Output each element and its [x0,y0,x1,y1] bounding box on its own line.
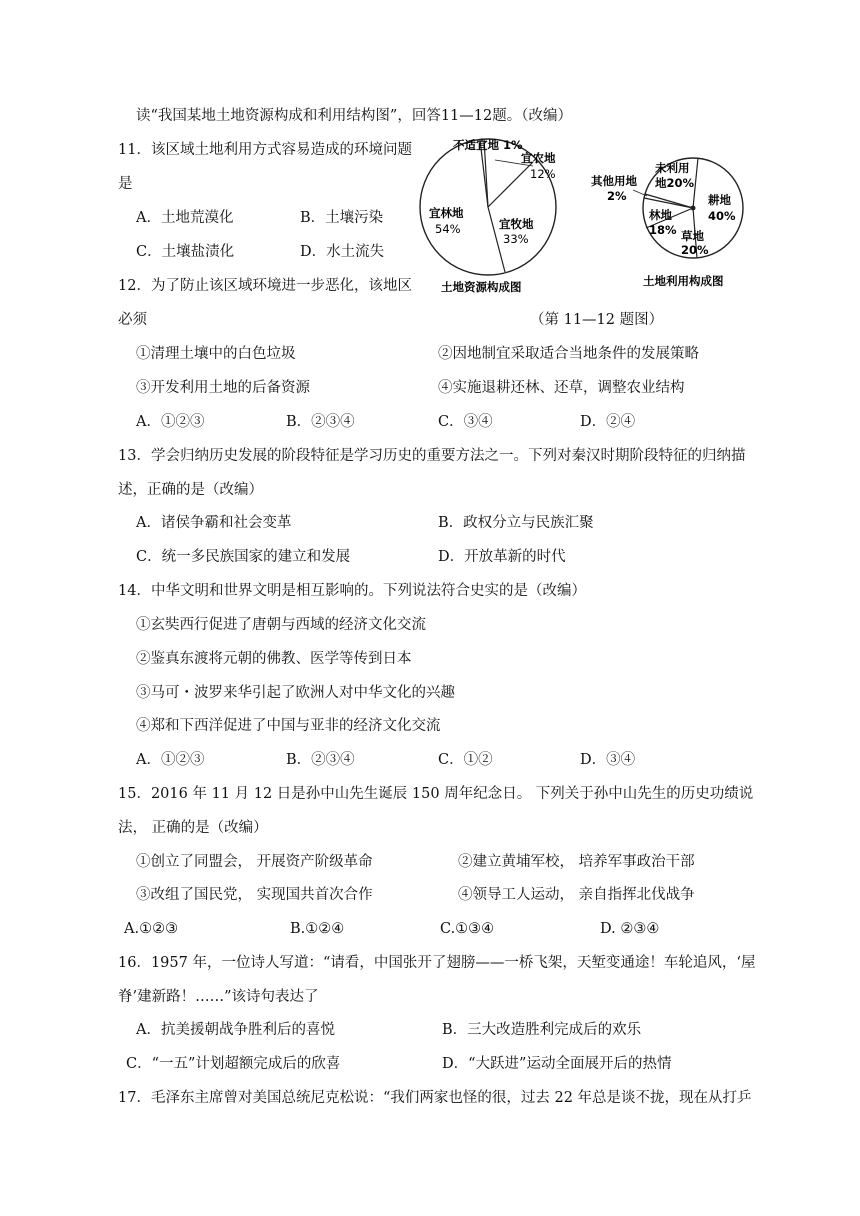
q13-stem-line1: 13．学会归纳历史发展的阶段特征是学习历史的重要方法之一。下列对秦汉时期阶段特征的归纳描 [118,448,746,464]
q15-stem-line1: 15．2016 年 11 月 12 日是孙中山先生诞辰 150 周年纪念日。 下列关于孙中山先生的历史功绩说 [118,786,754,802]
pie1-label-farmland-value: 12% [530,167,556,181]
q15-option-d: D. ②③④ [600,921,660,937]
q16-option-a: A．抗美援朝战争胜利后的喜悦 [136,1022,335,1038]
pie2-label-unused-name: 未利用 [655,161,690,175]
q15-item-3: ③改组了国民党， 实现国共首次合作 [136,887,373,903]
q11-stem-line2: 是 [118,176,133,192]
pie2-label-grass-value: 20% [681,243,709,257]
pie2-label-forest-value: 18% [649,223,677,237]
q16-option-c: C．“一五”计划超额完成后的欣喜 [126,1056,341,1072]
q16-option-d: D．“大跃进”运动全面展开后的热情 [442,1056,672,1072]
pie2-label-cropland-value: 40% [708,209,736,223]
q16-option-b: B．三大改造胜利完成后的欢乐 [442,1022,642,1038]
q14-option-c: C．①② [438,752,493,768]
q15-option-c: C.①③④ [440,921,495,937]
pie1-divider-3 [488,162,533,207]
q12-option-d: D．②④ [580,414,636,430]
figure-caption: （第 11—12 题图） [530,312,664,328]
q14-item-1: ①玄奘西行促进了唐朝与西域的经济文化交流 [136,617,426,633]
q14-item-2: ②鉴真东渡将元朝的佛教、医学等传到日本 [136,651,412,667]
pie2-label-other-name: 其他用地 [591,174,637,188]
q12-stem-line1: 12．为了防止该区域环境进一步恶化，该地区 [118,278,412,294]
pie1-label-unsuitable: 不适宜地 1% [453,138,523,152]
pie1-label-farmland-name: 宜农地 [521,151,556,165]
q11-option-b: B．土壤污染 [300,210,384,226]
pie1-label-pasture-name: 宜牧地 [499,217,534,231]
q14-item-4: ④郑和下西洋促进了中国与亚非的经济文化交流 [136,718,441,734]
pie1-label-forest-value: 54% [435,222,461,236]
pie2-label-grass-name: 草地 [681,229,704,243]
q13-option-d: D．开放革新的时代 [438,549,566,565]
q13-option-b: B．政权分立与民族汇聚 [438,515,594,531]
pie1-title: 土地资源构成图 [441,280,522,294]
q12-stem-line2: 必须 [118,312,147,328]
pie-land-resources [420,138,556,294]
q11-option-a: A．土地荒漠化 [136,210,234,226]
pie2-label-unused-value: 地20% [655,176,695,190]
q13-option-c: C．统一多民族国家的建立和发展 [136,549,351,565]
q15-option-b: B.①②④ [290,921,345,937]
pie1-label-pasture-value: 33% [503,232,529,246]
q12-item-1: ①清理土壤中的白色垃圾 [136,346,296,362]
q15-item-2: ②建立黄埔军校， 培养军事政治干部 [458,854,695,870]
pie2-label-forest-name: 林地 [649,208,672,222]
pie2-divider-4 [644,198,693,208]
q15-item-4: ④领导工人运动， 亲自指挥北伐战争 [458,887,695,903]
q11-option-d: D．水土流失 [300,244,385,260]
q15-item-1: ①创立了同盟会， 开展资产阶级革命 [136,854,373,870]
q11-option-c: C．土壤盐渍化 [136,244,235,260]
q12-option-a: A．①②③ [136,414,205,430]
q12-item-3: ③开发利用土地的后备资源 [136,380,310,396]
q17-stem-line1: 17．毛泽东主席曾对美国总统尼克松说：“我们两家也怪的很，过去 22 年总是谈不拢，现在从打乒 [118,1090,752,1106]
pie2-label-other-value: 2% [607,189,627,203]
intro-text: 读“我国某地土地资源构成和利用结构图”，回答11—12题。（改编） [136,108,572,124]
q14-option-d: D．③④ [580,752,636,768]
q11-stem-line1: 11．该区域土地利用方式容易造成的环境问题 [118,142,412,158]
q13-stem-line2: 述，正确的是（改编） [118,482,263,498]
q16-stem-line2: 脊’建新路！……”该诗句表达了 [118,989,319,1005]
figure-charts [415,132,775,307]
pie1-label-forest-name: 宜林地 [429,206,464,220]
pie2-divider-5 [645,194,693,208]
q15-option-a: A.①②③ [124,921,179,937]
q14-item-3: ③马可・波罗来华引起了欧洲人对中华文化的兴趣 [136,685,455,701]
pie2-title: 土地利用构成图 [643,274,724,288]
q12-item-4: ④实施退耕还林、还草，调整农业结构 [438,380,685,396]
q15-stem-line2: 法， 正确的是（改编） [118,820,268,836]
pie2-label-cropland-name: 耕地 [708,193,731,207]
q12-option-c: C．③④ [438,414,493,430]
q12-item-2: ②因地制宜采取适合当地条件的发展策略 [438,346,699,362]
pie-land-use [591,158,743,288]
pie2-center-dot [691,206,696,211]
q13-option-a: A．诸侯争霸和社会变革 [136,515,292,531]
q14-option-a: A．①②③ [136,752,205,768]
q12-option-b: B．②③④ [286,414,355,430]
q16-stem-line1: 16．1957 年，一位诗人写道：“请看，中国张开了翅膀——一桥飞架，天堑变通途！车轮追风，‘屋 [118,955,756,971]
q14-stem: 14．中华文明和世界文明是相互影响的。下列说法符合史实的是（改编） [118,583,586,599]
q14-option-b: B．②③④ [286,752,355,768]
